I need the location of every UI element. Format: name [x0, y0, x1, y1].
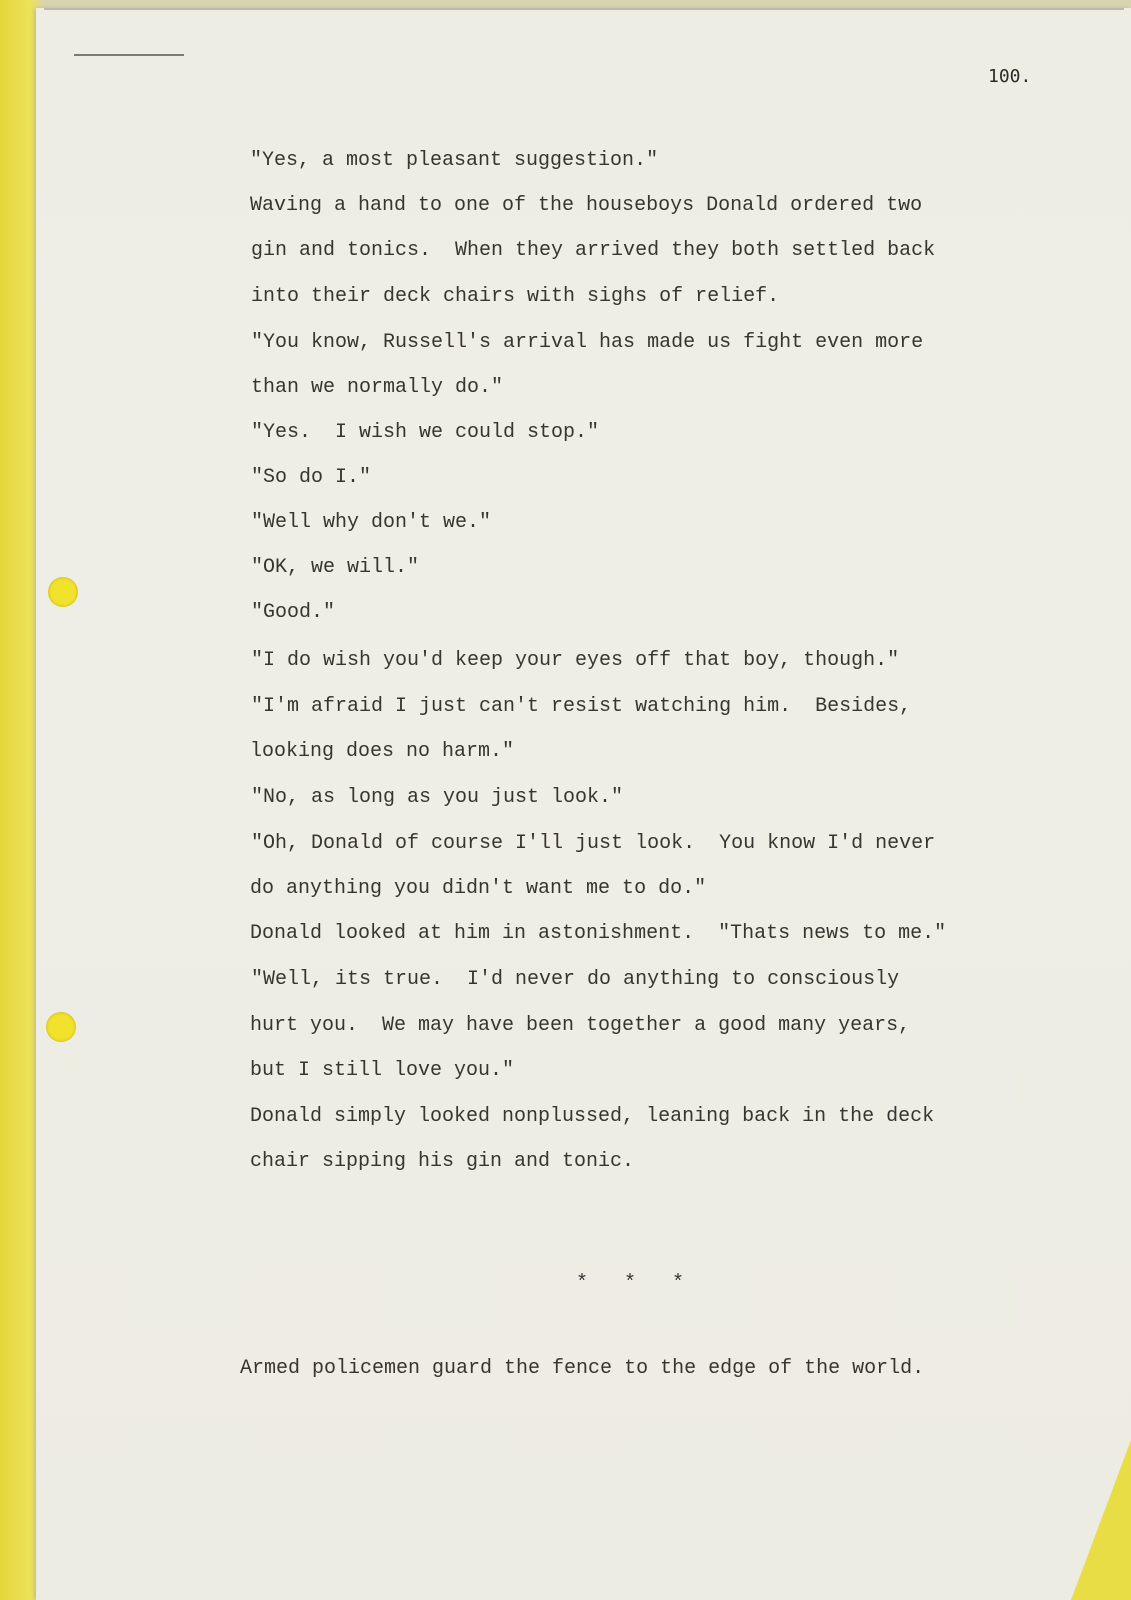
text-line: Waving a hand to one of the houseboys Donald ordered two [250, 194, 923, 217]
text-line: "Yes, a most pleasant suggestion." [250, 149, 659, 172]
text-line: looking does no harm." [250, 740, 515, 763]
page-number: 100. [988, 66, 1032, 87]
punch-hole-bottom [46, 1012, 76, 1042]
text-line: "Good." [251, 601, 336, 624]
text-line: "I'm afraid I just can't resist watching him. Besides, [251, 695, 912, 718]
section-break: * * * [576, 1272, 685, 1295]
text-line: "Well, its true. I'd never do anything to consciously [251, 968, 900, 991]
typewritten-page [36, 8, 1131, 1600]
text-line: "Well why don't we." [251, 511, 492, 534]
text-line: "Yes. I wish we could stop." [251, 421, 600, 444]
text-line: "You know, Russell's arrival has made us fight even more [251, 331, 924, 354]
page-corner [1071, 1440, 1131, 1600]
closing-line: Armed policemen guard the fence to the edge of the world. [240, 1357, 925, 1380]
text-line: gin and tonics. When they arrived they both settled back [251, 239, 936, 262]
text-line: chair sipping his gin and tonic. [250, 1150, 635, 1173]
text-line: do anything you didn't want me to do." [250, 877, 707, 900]
text-line: than we normally do." [251, 376, 504, 399]
text-line: Donald simply looked nonplussed, leaning back in the deck [250, 1105, 935, 1128]
text-line: "OK, we will." [251, 556, 420, 579]
text-line: into their deck chairs with sighs of relief. [251, 285, 780, 308]
text-line: Donald looked at him in astonishment. "Thats news to me." [250, 922, 947, 945]
text-line: "So do I." [251, 466, 372, 489]
text-line: but I still love you." [250, 1059, 515, 1082]
punch-hole-top [48, 577, 78, 607]
page-top-edge [44, 8, 1124, 10]
margin-rule [74, 54, 184, 56]
text-line: "I do wish you'd keep your eyes off that boy, though." [251, 649, 900, 672]
text-line: "Oh, Donald of course I'll just look. You know I'd never [251, 832, 936, 855]
text-line: hurt you. We may have been together a good many years, [250, 1014, 911, 1037]
text-line: "No, as long as you just look." [251, 786, 624, 809]
